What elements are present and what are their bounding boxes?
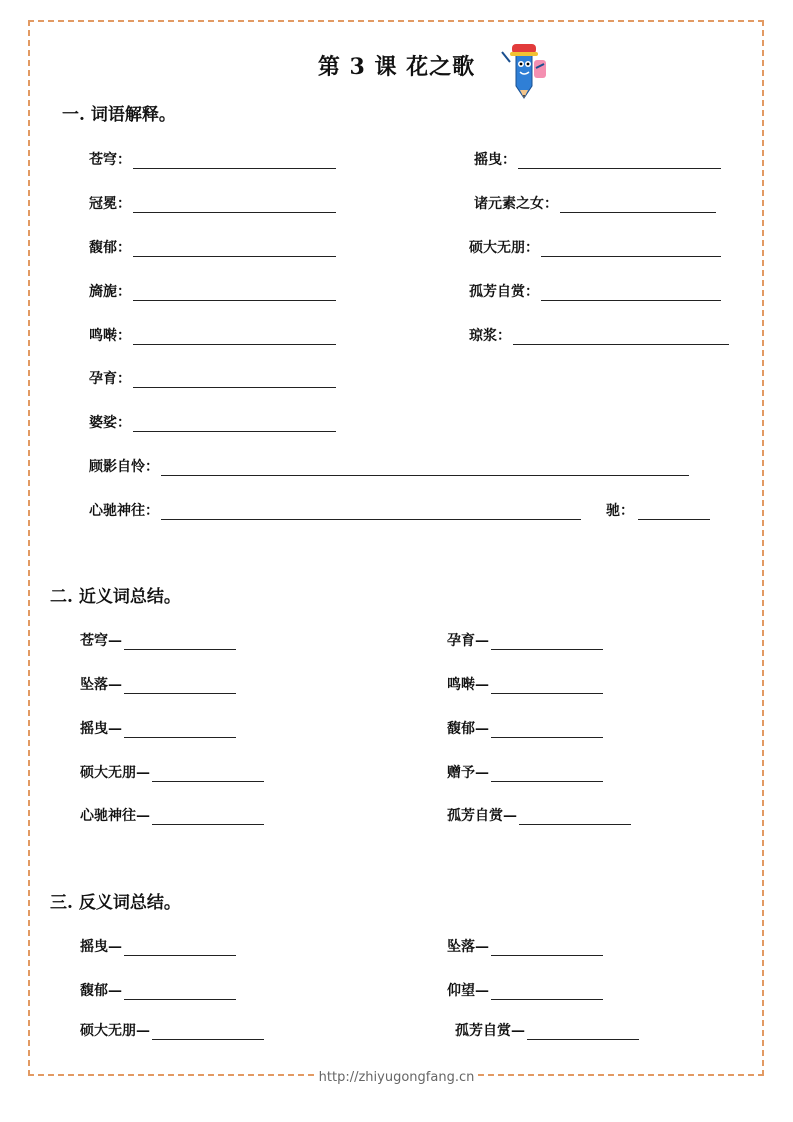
synonym-item: 摇曳— [80, 718, 236, 738]
answer-blank[interactable] [491, 637, 603, 650]
synonym-item: 孤芳自赏— [447, 805, 631, 825]
vocab-item: 冠冕： [89, 193, 336, 213]
antonym-item: 摇曳— [80, 936, 236, 956]
answer-blank[interactable] [152, 1027, 264, 1040]
answer-blank[interactable] [638, 507, 710, 520]
answer-blank[interactable] [124, 987, 236, 1000]
answer-blank[interactable] [133, 375, 336, 388]
answer-blank[interactable] [133, 200, 336, 213]
pencil-mascot-icon [498, 38, 554, 102]
vocab-item: 苍穹： [89, 149, 336, 169]
vocab-item: 琼浆： [469, 325, 729, 345]
antonym-item: 馥郁— [80, 980, 236, 1000]
vocab-item: 心驰神往： [89, 500, 581, 520]
answer-blank[interactable] [124, 681, 236, 694]
answer-blank[interactable] [161, 507, 581, 520]
vocab-item: 顾影自怜： [89, 456, 689, 476]
section-1-title: 一. 词语解释。 [62, 105, 176, 125]
answer-blank[interactable] [133, 332, 336, 345]
answer-blank[interactable] [133, 288, 336, 301]
synonym-item: 赠予— [447, 762, 603, 782]
answer-blank[interactable] [560, 200, 716, 213]
footer-url: http://zhiyugongfang.cn [0, 1070, 793, 1085]
lesson-title: 第 3 课 花之歌 [317, 54, 476, 80]
answer-blank[interactable] [541, 288, 721, 301]
vocab-item: 孤芳自赏： [469, 281, 721, 301]
answer-blank[interactable] [491, 681, 603, 694]
answer-blank[interactable] [491, 769, 603, 782]
answer-blank[interactable] [124, 725, 236, 738]
vocab-item: 鸣啭： [89, 325, 336, 345]
vocab-item: 硕大无朋： [469, 237, 721, 257]
answer-blank[interactable] [527, 1027, 639, 1040]
answer-blank[interactable] [491, 943, 603, 956]
section-3-title: 三. 反义词总结。 [50, 893, 181, 913]
synonym-item: 馥郁— [447, 718, 603, 738]
answer-blank[interactable] [152, 769, 264, 782]
answer-blank[interactable] [541, 244, 721, 257]
answer-blank[interactable] [133, 244, 336, 257]
answer-blank[interactable] [513, 332, 729, 345]
synonym-item: 坠落— [80, 674, 236, 694]
answer-blank[interactable] [518, 156, 721, 169]
synonym-item: 硕大无朋— [80, 762, 264, 782]
antonym-item: 孤芳自赏— [455, 1020, 639, 1040]
answer-blank[interactable] [161, 463, 689, 476]
vocab-item: 诸元素之女： [474, 193, 716, 213]
answer-blank[interactable] [124, 637, 236, 650]
synonym-item: 孕育— [447, 630, 603, 650]
page-border [28, 20, 764, 1076]
vocab-item: 婆娑： [89, 412, 336, 432]
antonym-item: 硕大无朋— [80, 1020, 264, 1040]
vocab-item: 旖旎： [89, 281, 336, 301]
vocab-item: 驰： [606, 500, 710, 520]
answer-blank[interactable] [133, 419, 336, 432]
vocab-item: 摇曳： [474, 149, 721, 169]
synonym-item: 鸣啭— [447, 674, 603, 694]
antonym-item: 坠落— [447, 936, 603, 956]
synonym-item: 苍穹— [80, 630, 236, 650]
vocab-item: 馥郁： [89, 237, 336, 257]
vocab-item: 孕育： [89, 368, 336, 388]
answer-blank[interactable] [124, 943, 236, 956]
answer-blank[interactable] [152, 812, 264, 825]
answer-blank[interactable] [491, 725, 603, 738]
synonym-item: 心驰神往— [80, 805, 264, 825]
answer-blank[interactable] [519, 812, 631, 825]
section-2-title: 二. 近义词总结。 [50, 587, 181, 607]
answer-blank[interactable] [133, 156, 336, 169]
answer-blank[interactable] [491, 987, 603, 1000]
antonym-item: 仰望— [447, 980, 603, 1000]
